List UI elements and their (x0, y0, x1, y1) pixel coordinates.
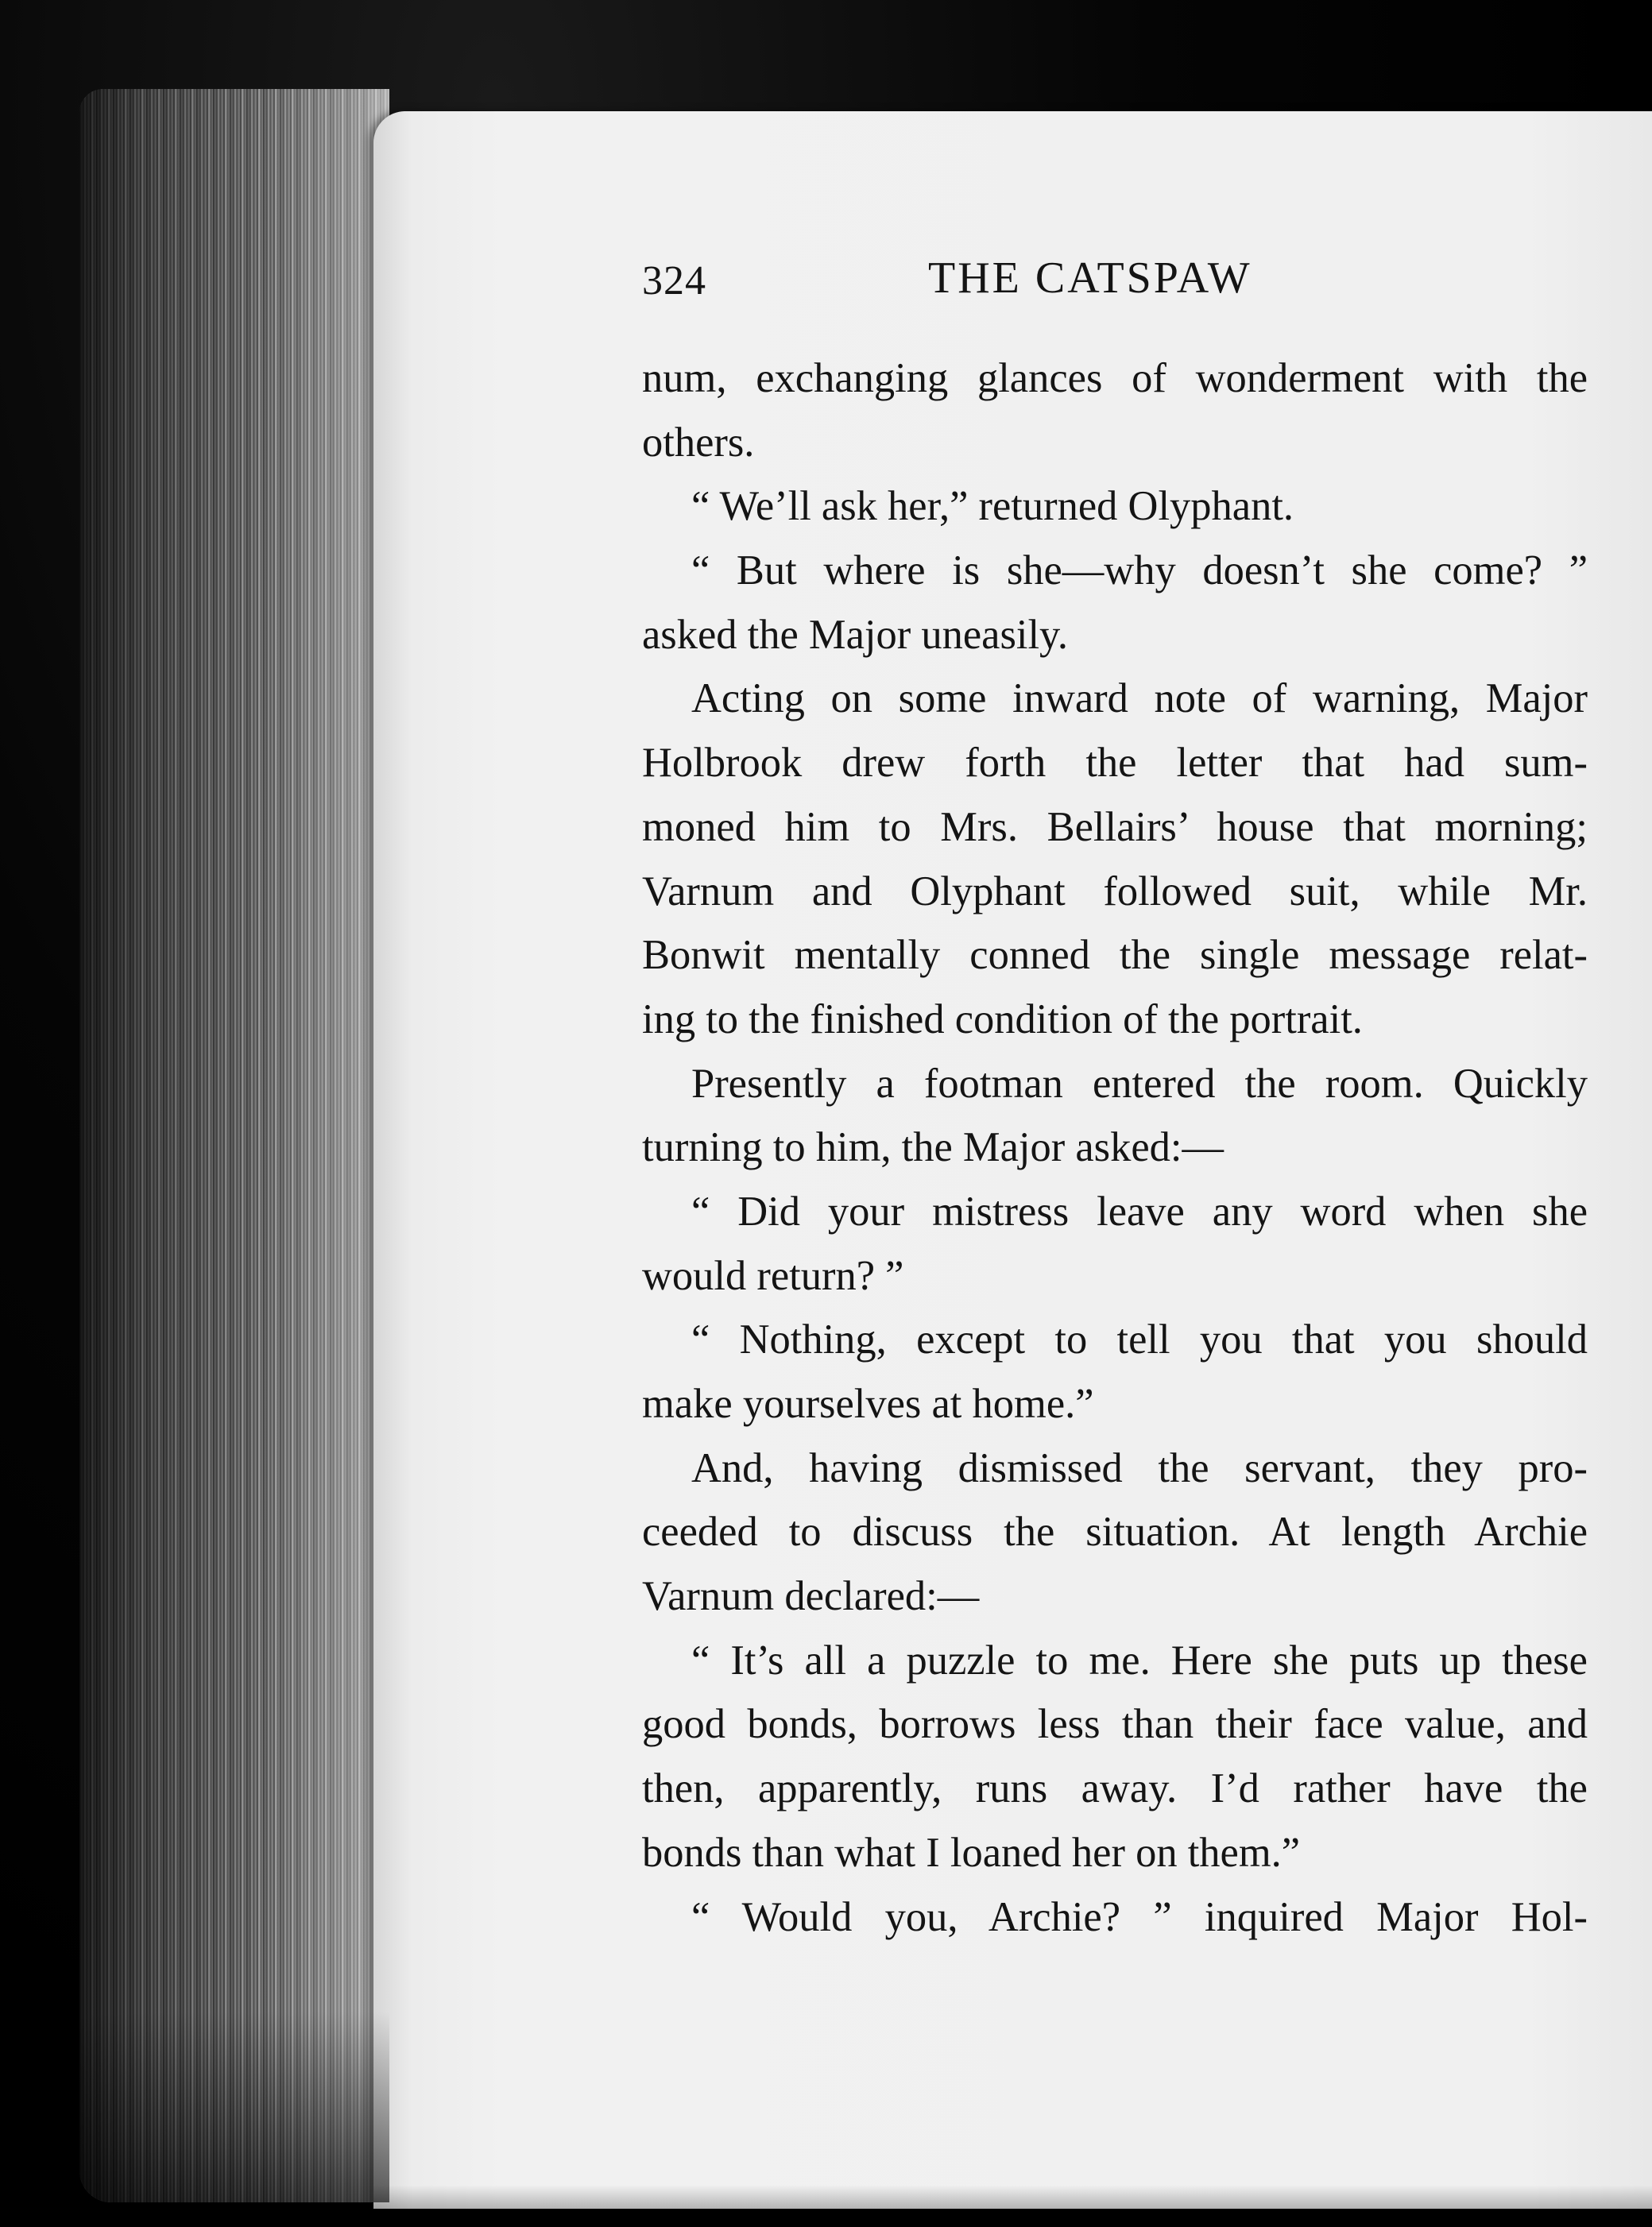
text-line: Presently a footman entered the room. Quickly (691, 1060, 1588, 1107)
text-line: others. (642, 419, 755, 466)
text-line: ceeded to discuss the situation. At length Archie (642, 1509, 1588, 1556)
text-line: Varnum and Olyphant followed suit, while Mr. (642, 868, 1588, 914)
text-line: “ Did your mistress leave any word when she (691, 1188, 1588, 1235)
body-text (642, 346, 1588, 1949)
text-line: “ Nothing, except to tell you that you should (691, 1316, 1588, 1363)
text-line: then, apparently, runs away. I’d rather have the (642, 1765, 1588, 1812)
text-line: bonds than what I loaned her on them.” (642, 1829, 1301, 1876)
text-line: Holbrook drew forth the letter that had sum- (642, 740, 1588, 787)
text-line: num, exchanging glances of wonderment with the (642, 355, 1588, 401)
text-line: Varnum declared:— (642, 1573, 980, 1620)
page-number: 324 (642, 258, 706, 304)
text-line: ing to the finished condition of the portrait. (642, 996, 1363, 1042)
text-line: good bonds, borrows less than their face value, and (642, 1701, 1588, 1748)
text-line: “ We’ll ask her,” returned Olyphant. (691, 483, 1294, 530)
text-line: And, having dismissed the servant, they pro- (691, 1444, 1588, 1491)
running-title: THE CATSPAW (928, 253, 1252, 303)
text-line: Bonwit mentally conned the single message relat- (642, 932, 1588, 979)
text-line: asked the Major uneasily. (642, 611, 1069, 658)
text-line: moned him to Mrs. Bellairs’ house that morning; (642, 803, 1588, 850)
text-line: make yourselves at home.” (642, 1381, 1094, 1427)
book-page-edges (79, 89, 389, 2202)
text-line: “ But where is she—why doesn’t she come? ” (691, 547, 1588, 594)
text-line: Acting on some inward note of warning, Major (691, 675, 1588, 722)
text-line: “ It’s all a puzzle to me. Here she puts up these (691, 1637, 1588, 1684)
text-line: would return? ” (642, 1252, 904, 1299)
text-line: “ Would you, Archie? ” inquired Major Hol- (691, 1893, 1588, 1940)
running-head (642, 253, 1588, 316)
text-line: turning to him, the Major asked:— (642, 1124, 1224, 1171)
